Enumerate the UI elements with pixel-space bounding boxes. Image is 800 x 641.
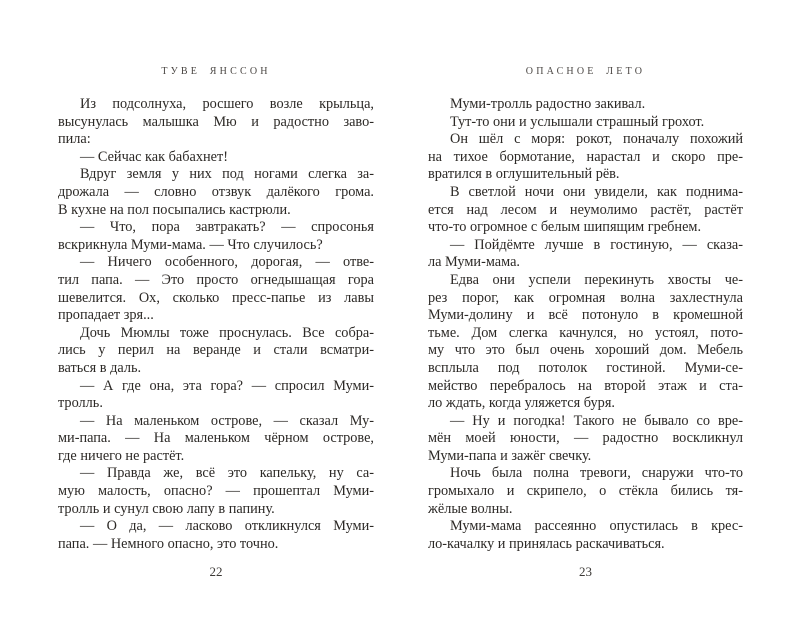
text-line: шевелится. Ох, сколько пресс-папье из лавы [58,289,374,306]
text-line: В светлой ночи они увидели, как поднима- [450,183,743,200]
page-number-left: 22 [209,564,223,579]
text-line: — Что, пора завтракать? — спросонья [80,219,374,236]
text-line: громыхало и скрипело, о стёкла бились тя- [428,483,743,500]
text-line: Вдруг земля у них под ногами слегка за- [80,166,374,183]
text-line: — А где она, эта гора? — спросил Муми- [80,377,374,394]
page-body-left [58,96,374,553]
text-line: — Ну и погодка! Такого не бывало со вре- [450,412,743,429]
running-head-title: ОПАСНОЕ ЛЕТО [525,66,646,77]
text-line: — На маленьком острове, — сказал Му- [80,412,374,429]
text-line: что-то огромное с белым шипящим гребнем. [428,219,702,236]
text-line: лись у перил на веранде и стали всматри- [58,342,374,359]
text-line: Муми-папа и зажёг свечку. [428,447,592,464]
text-line: тролль. [58,395,103,412]
page-left [58,0,374,641]
text-line: Тут-то они и услышали страшный грохот. [450,113,705,130]
text-line: Из подсолнуха, росшего возле крыльца, [80,96,374,112]
text-line: папа. — Немного опасно, это точно. [58,535,279,552]
page-right [428,0,743,641]
text-line: тролль и сунул свою лапу в папину. [58,500,275,517]
text-line: мейство перебралось на второй этаж и ста- [428,377,743,394]
text-line: — Пойдёмте лучше в гостиную, — сказа- [450,236,743,253]
text-line: ло ждать, когда уляжется буря. [428,395,615,412]
text-line: ваться в даль. [58,359,142,376]
text-line: Дочь Мюмлы тоже проснулась. Все собра- [80,324,374,341]
text-line: вратился в оглушительный рёв. [428,166,620,183]
text-line: Муми-мама рассеянно опустилась в крес- [450,518,743,535]
running-head-author: ТУВЕ ЯНССОН [161,66,271,77]
text-line: мую малость, опасно? — прошептал Муми- [58,483,374,500]
text-line: ло-качалку и принялась раскачиваться. [428,535,665,552]
text-line: где ничего не растёт. [58,447,185,464]
text-line: вскрикнула Муми-мама. — Что случилось? [58,236,323,253]
page-body-right [428,96,743,553]
text-line: Муми-долину и всё потонуло в кромешной [428,307,743,324]
text-line: ла Муми-мама. [428,254,520,271]
text-line: Он шёл с моря: рокот, поначалу похожий [450,131,743,148]
text-line: Едва они успели перекинуть хвосты че- [450,271,743,288]
text-line: — Правда же, всё это капельку, ну са- [80,465,374,482]
text-line: мён моей юности, — радостно воскликнул [428,430,743,447]
text-line: — О да, — ласково откликнулся Муми- [80,518,374,535]
page-number-right: 23 [579,564,592,579]
text-line: всплыла под потолок гостиной. Муми-се- [428,359,743,376]
text-line: Ночь была полна тревоги, снаружи что-то [450,465,743,482]
text-line: дрожала — словно отзвук далёкого грома. [58,183,374,200]
text-line: рез порог, как огромная волна захлестнула [428,289,743,306]
text-line: — Ничего особенного, дорогая, — отве- [80,254,374,271]
text-line: тил папа. — Это просто огнедышащая гора [58,271,374,288]
text-line: му что это был очень хороший дом. Мебель [428,342,743,359]
text-line: ми-папа. — На маленьком чёрном острове, [58,430,374,447]
text-line: жёлые волны. [428,500,513,517]
text-line: пропадает зря... [58,307,154,324]
text-line: пила: [58,131,91,148]
text-line: Муми-тролль радостно закивал. [450,96,646,112]
text-line: ется над лесом и неумолимо растёт, растёт [428,201,743,218]
text-line: высунулась малышка Мю и радостно заво- [58,113,374,130]
text-line: В кухне на пол посыпались кастрюли. [58,201,291,218]
text-line: тьме. Дом слегка качнулся, но устоял, пото- [428,324,743,341]
text-line: на тихое бормотание, нарастал и скоро пре- [428,148,743,165]
text-line: — Сейчас как бабахнет! [80,148,229,165]
